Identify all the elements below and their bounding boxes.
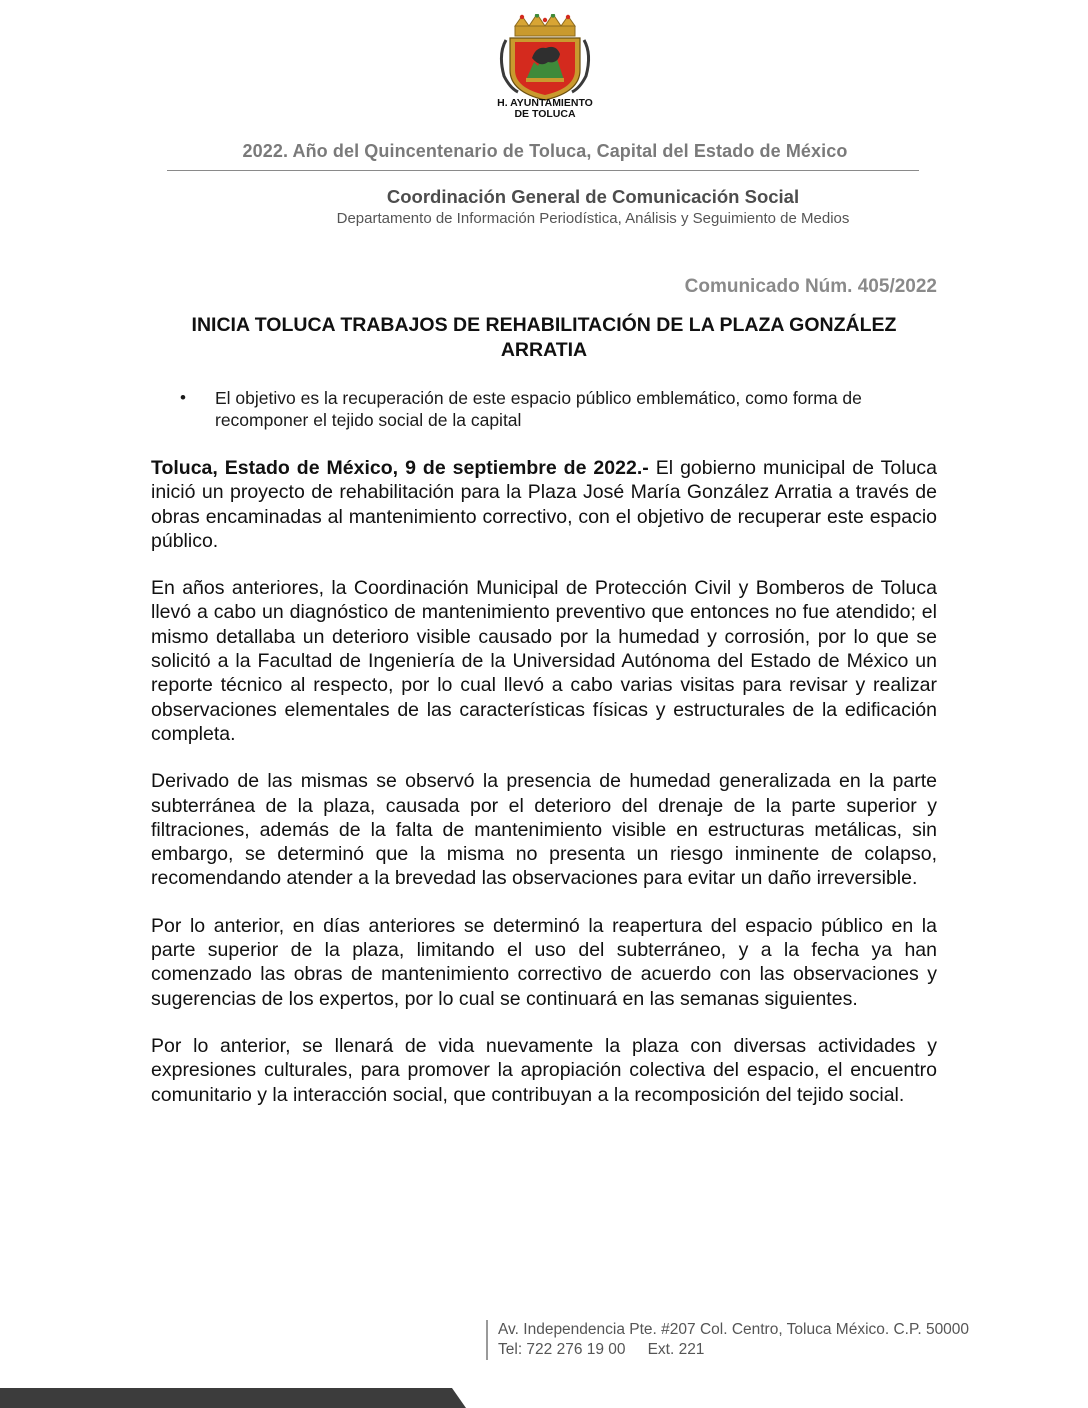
footer-divider — [486, 1320, 488, 1360]
bullet-dot-icon: • — [180, 388, 186, 407]
summary-bullets — [178, 387, 918, 431]
year-motto: 2022. Año del Quincentenario de Toluca, Capital del Estado de México — [242, 141, 848, 161]
paragraph-1-text: El gobierno municipal de Toluca inició un proyecto de rehabilitación para la Plaza José María González Arratia a través de obras encaminadas al mantenimiento correctivo, con el objetivo de recuperar este espacio público. — [151, 457, 938, 552]
dateline: Toluca, Estado de México, 9 de septiembre de 2022.- — [151, 457, 649, 479]
paragraph-3: Derivado de las mismas se observó la presencia de humedad generalizada en la parte subterránea de la plaza, causada por el deterioro del drenaje de la parte superior y filtraciones, además de la falta de mantenimiento visible en estructuras metálicas, sin embargo, se determinó que la misma no presenta un riesgo inminente de colapso, recomendando atender a la brevedad las observaciones para evitar un daño irreversible. — [151, 770, 937, 890]
paragraph-4: Por lo anterior, en días anteriores se determinó la reapertura del espacio público en la parte superior de la plaza, limitando el uso del subterráneo, y a la fecha ya han comenzado las obras de mantenimiento correctivo de acuerdo con las observaciones y sugerencias de los expertos, por lo cual se continuará en las semanas siguientes. — [151, 914, 937, 1010]
paragraph-1 — [151, 456, 937, 553]
footer-band — [0, 1388, 1088, 1408]
summary-bullet-text: El objetivo es la recuperación de este espacio público emblemático, como forma de recomponer el tejido social de la capital — [215, 388, 862, 430]
department-subtitle: Departamento de Información Periodística, Análisis y Seguimiento de Medios — [336, 210, 850, 227]
header-divider — [167, 170, 919, 171]
footer-address: Av. Independencia Pte. #207 Col. Centro, Toluca México. C.P. 50000 — [498, 1321, 970, 1338]
crown-icon — [515, 14, 575, 36]
comunicado-number: Comunicado Núm. 405/2022 — [684, 276, 937, 297]
footer-contact — [498, 1340, 704, 1360]
article-body — [151, 456, 937, 1130]
paragraph-2: En años anteriores, la Coordinación Municipal de Protección Civil y Bomberos de Toluca llevó a cabo un diagnóstico de mantenimiento preventivo que entonces no fue atendido; el mismo detallaba un deterioro visible causado por la humedad y corrosión, por lo que se solicitó a la Facultad de Ingeniería de la Universidad Autónoma del Estado de México un reporte técnico al respecto, por lo cual llevó a cabo varias visitas para revisar y realizar observaciones elementales de las características físicas y estructurales de la edificación completa. — [151, 577, 937, 745]
logo-caption — [470, 98, 620, 120]
headline: INICIA TOLUCA TRABAJOS DE REHABILITACIÓN DE LA PLAZA GONZÁLEZ ARRATIA — [191, 314, 897, 361]
footer-extension: Ext. 221 — [647, 1341, 705, 1358]
paragraph-5: Por lo anterior, se llenará de vida nuevamente la plaza con diversas actividades y expresiones culturales, para promover la apropiación colectiva del espacio, el encuentro comunitario y la interacción social, que contribuyan a la recomposición del tejido social. — [151, 1034, 937, 1106]
logo-caption-line2: DE TOLUCA — [514, 108, 576, 120]
summary-bullet — [178, 387, 918, 431]
logo-caption-line1: H. AYUNTAMIENTO — [497, 97, 593, 109]
coordination-title: Coordinación General de Comunicación Social — [386, 186, 800, 207]
footer-phone: Tel: 722 276 19 00 — [498, 1341, 626, 1358]
